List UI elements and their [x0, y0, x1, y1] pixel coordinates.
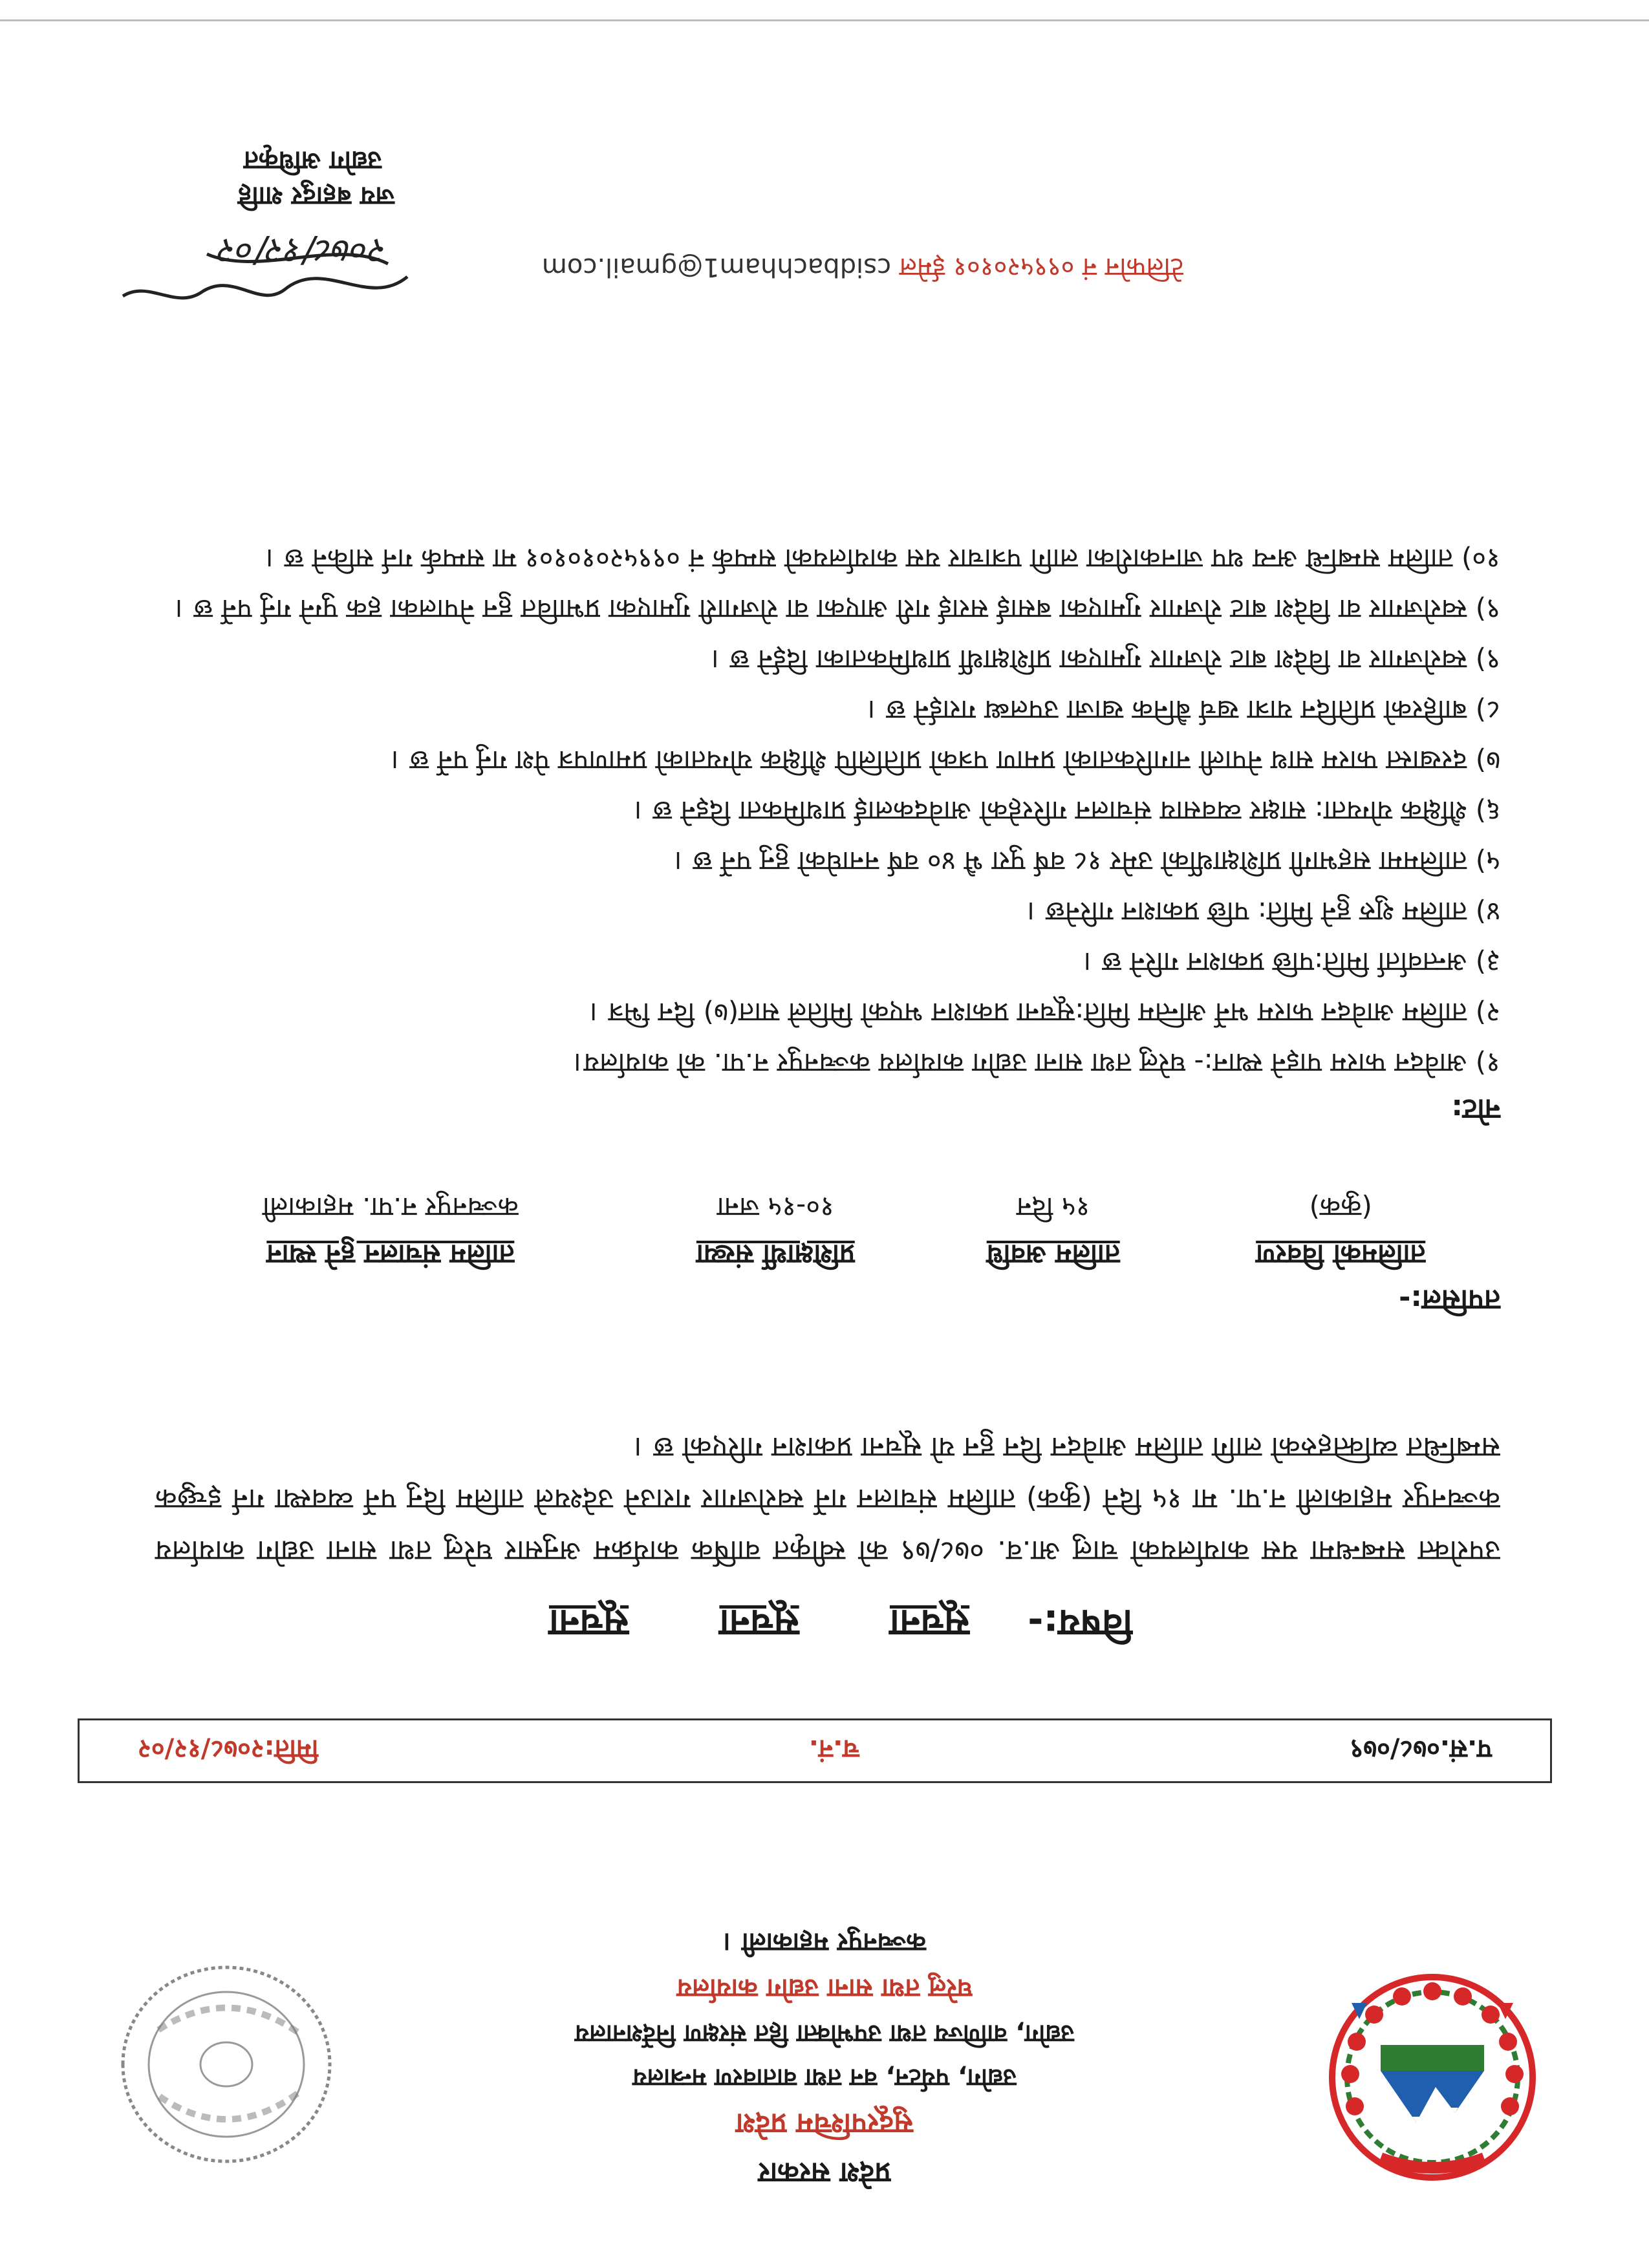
details-title: तपसिल:- [1399, 1283, 1500, 1316]
letterhead [323, 1916, 1326, 2194]
note-item: १०) तालिम सम्बन्धि अन्य थप जानकारीका लागि पत्राचार यस कार्यालयको सम्पर्क नं ०९९५२०१०१०१ मा सम्पर्क गर्न सकिने छ । [265, 543, 1500, 575]
contact-line [542, 251, 1183, 286]
table-cell: (कुक) [1309, 1192, 1372, 1223]
contact-email: csidbachham1@gmail.com [541, 252, 892, 282]
note-item: ९) स्वरोजगार वा विदेश बाट रोजगार गुमाएका बसाई सराई गरी आएका वा रोजगारी गुमाएका प्रभावित हुन नेपालका हक पुग्ने गर्नु पर्ने छ । [175, 594, 1500, 625]
note-item: ८) बाहिरको प्रतिदिन यात्रा खर्च बैनिक खाजा उपलब्ध गराईने छ । [867, 694, 1500, 726]
note-item: ३) अन्तर्वार्ता मिति:पछि प्रकाशन गरिने छ । [1083, 947, 1500, 978]
header-location: कञ्चनपुर महाकाली । [723, 1927, 926, 1957]
table-cell: कञ्चनपुर न.पा. महाकाली [262, 1192, 519, 1223]
signatory-name: जय बहादुर शाहि [238, 181, 394, 211]
page-edge-line [0, 19, 1649, 21]
note-item: ९) स्वरोजगार वा विदेश बाट रोजगार गुमाएका प्रशिक्षार्थी प्राथमिकताका दिईने छ । [711, 644, 1500, 676]
subject-word: सूचना [548, 1601, 629, 1645]
table-cell: १५ दिन [1016, 1192, 1090, 1223]
subject-word: सूचना [889, 1601, 970, 1645]
header-ministry: उद्योग, पर्यटन, वन तथा वातावरण मन्त्रालय [632, 2064, 1017, 2092]
table-row [155, 1184, 1500, 1232]
table-cell: १०-१५ जना [717, 1192, 834, 1223]
reference-bar [78, 1718, 1552, 1783]
office-stamp-icon [116, 1958, 336, 2171]
note-item: १) आवेदन फारम पाइने स्थान:- घरेलु तथा साना उद्योग कार्यालय कञ्चनपुर न.पा. को कार्यालय। [573, 1047, 1500, 1079]
column-header: तालिम अवधि [986, 1239, 1120, 1270]
note-item: ४) तालिम शुरु हुने मिति: पछि प्रकाशन गरिनेछ । [1026, 896, 1500, 928]
contact-phone: टेलिफोन नं ०९९५२०१०१ ईमेल [899, 252, 1183, 282]
subject-word: सूचना [719, 1601, 799, 1645]
signatory-title: उद्योग अधिकृत [244, 145, 382, 175]
note-item: २) तालिम आवेदन फारम भर्ने अन्तिम मिति:सूचना प्रकाशन भएको मितिले सात(७) दिन भित्र । [589, 997, 1500, 1029]
header-directorate: उद्योग, वाणिज्य तथा उपभोक्ता हित संरक्षण निर्देशनालय [575, 2020, 1074, 2048]
note-item: ७) दरखास्त फारम साथ नेपाली नागरिकताको प्रमाण पत्रको प्रतिलिपि शैक्षिक योग्यताको प्रमाणपत्र पेश गर्नु पर्ने छ । [391, 745, 1500, 776]
header-government: प्रदेश सरकार [758, 2156, 891, 2189]
signature-date: २०७८/१२/०२ [219, 231, 388, 272]
column-header: तालिमको विवरण [1256, 1239, 1426, 1270]
column-header: तालिम संचालन हुने स्थान [266, 1239, 515, 1270]
letter-date: मिति:२०७८/१२/०२ [138, 1734, 319, 1764]
letter-number: प.सं.०७८/०७९ [1350, 1734, 1492, 1764]
notes-list [155, 533, 1500, 1088]
subject-line [0, 1599, 1649, 1651]
table-header-row [155, 1232, 1500, 1279]
header-office: घरेलु तथा साना उद्योग कार्यालय [676, 1973, 973, 2003]
subject-label: विषय:- [1028, 1601, 1133, 1645]
note-item: ५) तालिममा सहभागी प्रशिक्षार्थीको उमेर १८ वर्ष पुरा भै ४० वर्ष ननाघेको हुनु पर्ने छ । [674, 846, 1500, 877]
notes-title: नोट: [1451, 1093, 1500, 1126]
column-header: प्रशिक्षार्थी संख्या [696, 1239, 855, 1270]
header-province: सुदूरपश्चिम प्रदेश [735, 2107, 914, 2140]
intro-paragraph: उपरोक्त सम्बन्धमा यस कार्यालयको चालु आ.व. ०७८/७९ को स्वीकृत वार्षिक कार्यक्रम अनुसार घरेलु तथा साना उद्योग कार्यालय कञ्चनपुर महाकाली न.पा. मा १५ दिने (कुक) तालिम संचालन गर्ने स्वरोजगार गराउने उदेश्यले तालिम दिनु पर्ने व्यवस्था गर्न इच्छुक सम्बन्धित व्यक्तिहरुको लागि तालिम आवेदन दिन हुन यो सूचना प्रकाशन गरिएको छ । [155, 1431, 1500, 1567]
dispatch-number: च.नं. [808, 1734, 859, 1764]
note-item: ६) शैक्षिक योग्यता: साक्षर व्यवसाय संचालन गरिरहेको आवेदकलाई प्राथमिकता दिइने छ । [634, 795, 1500, 827]
nepal-emblem-icon [1326, 1971, 1539, 2184]
training-details-table [155, 1184, 1500, 1279]
